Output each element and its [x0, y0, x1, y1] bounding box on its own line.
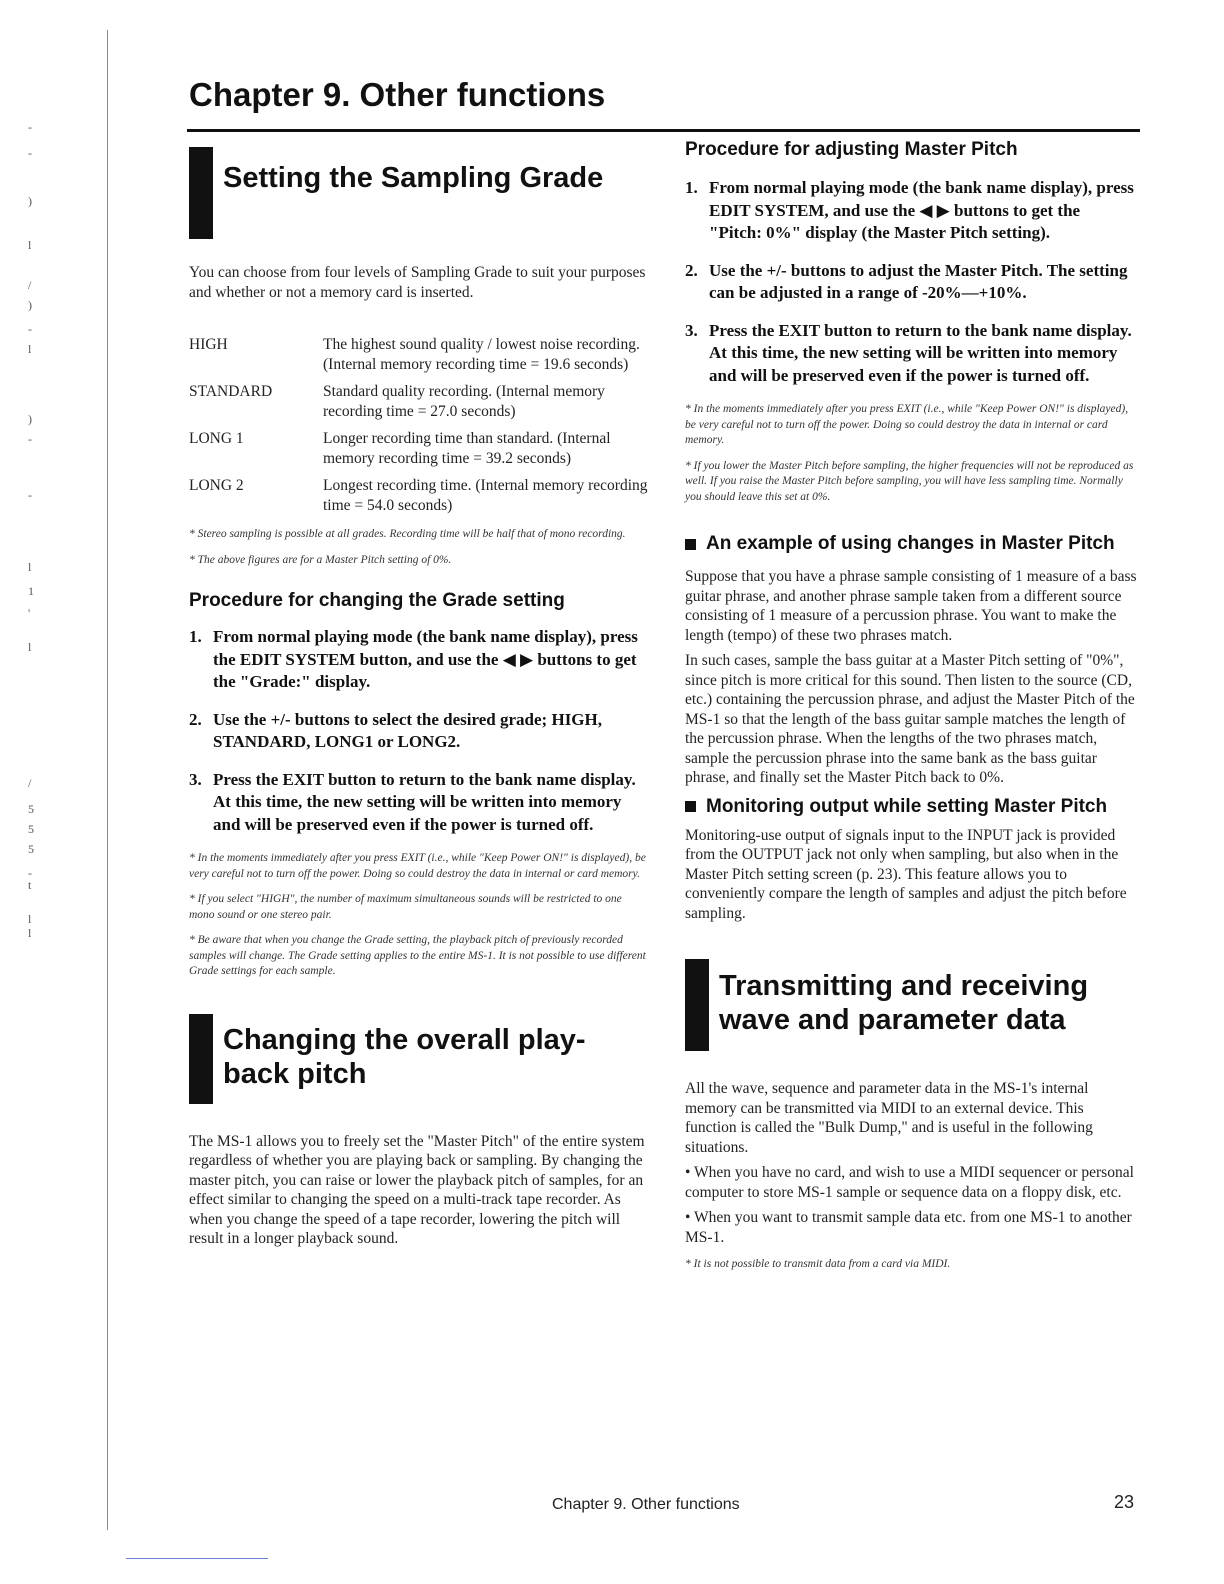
margin-mark: /: [28, 278, 32, 292]
margin-mark: 5: [28, 842, 34, 856]
margin-mark: t: [28, 878, 32, 892]
margin-mark: 1: [28, 584, 34, 598]
transmit-bullet: • When you want to transmit sample data etc. from one MS-1 to another MS-1.: [685, 1209, 1132, 1246]
playback-pitch-body: The MS-1 allows you to freely set the "Master Pitch" of the entire system regardless of whether you are playing back or sampling. By changing the master pitch, you can raise or lower the playback pitch of samples, for an effect similar to changing the speed on a multi-track tape recorder. As when you change the speed of a tape recorder, lowering the pitch will result in a longer playback sound.: [189, 1132, 645, 1247]
step-number: 3.: [189, 769, 202, 789]
grade-note: * Stereo sampling is possible at all grades. Recording time will be half that of mono recording.: [189, 528, 626, 540]
grade-note: * The above figures are for a Master Pitch setting of 0%.: [189, 553, 452, 566]
step-number: 3.: [685, 320, 698, 340]
master-pitch-notes: [685, 402, 1137, 505]
grade-step-notes: [189, 851, 649, 980]
monitor-title: Monitoring output while setting Master Pitch: [706, 795, 1108, 817]
step-text: Use the +/- buttons to select the desired grade; HIGH, STANDARD, LONG1 or LONG2.: [213, 709, 602, 751]
margin-mark: ): [28, 298, 32, 312]
transmit-bullet: • When you have no card, and wish to use a MIDI sequencer or personal computer to store MS-1 sample or sequence data on a floppy disk, etc.: [685, 1164, 1134, 1201]
title-line: Changing the overall play-: [223, 1023, 586, 1056]
margin-mark: l: [28, 342, 32, 356]
step-note: * In the moments immediately after you press EXIT (i.e., while "Keep Power ON!" is displayed), be very careful not to turn off the power. Doing so could destroy the data in internal or card memory.: [685, 403, 1129, 446]
step-number: 2.: [685, 260, 698, 280]
step-item: [685, 177, 1137, 245]
scan-edge-line: [107, 30, 108, 1530]
margin-mark: 5: [28, 822, 34, 836]
grade-steps: [189, 626, 649, 836]
grade-rows: [189, 335, 649, 523]
left-margin-marks: [22, 120, 42, 1020]
step-item: [189, 626, 649, 694]
margin-mark: -: [28, 322, 32, 336]
example-paragraph: In such cases, sample the bass guitar at a Master Pitch setting of "0%", since pitch is more critical for this sound. Then listen to the source (CD, etc.) containing the percussion phrase, and adjust the Master Pitch of the MS-1 so that the length of the bass guitar sample matches the length of the percussion phrase. When the lengths of the two phrases match, sample the percussion phrase into the same bank as the bass guitar phrase, and finally set the Master Pitch back to 0%.: [685, 652, 1135, 786]
step-text: Use the +/- buttons to adjust the Master Pitch. The setting can be adjusted in a range of -20%—+10%.: [709, 260, 1128, 302]
margin-mark: l: [28, 640, 32, 654]
sampling-grade-heading: [189, 147, 649, 239]
step-note: * If you select "HIGH", the number of maximum simultaneous sounds will be restricted to one mono sound or one stereo pair.: [189, 893, 622, 921]
section-title: [223, 1023, 586, 1091]
margin-mark: l: [28, 926, 32, 940]
title-rule: [187, 129, 1140, 132]
step-text: Press the EXIT button to return to the bank name display. At this time, the new setting will be written into memory and will be preserved even if the power is turned off.: [709, 320, 1132, 385]
monitor-body: Monitoring-use output of signals input to the INPUT jack is provided from the OUTPUT jack not only when sampling, but also when in the Master Pitch setting screen (p. 23). This feature allows you to conveniently compare the length of samples and adjust the pitch before sampling.: [685, 826, 1127, 922]
title-line: wave and parameter data: [719, 1004, 1066, 1036]
margin-mark: -: [28, 146, 32, 160]
left-column: [189, 147, 649, 1249]
playback-pitch-heading: [189, 1014, 649, 1104]
grade-description: The highest sound quality / lowest noise recording. (Internal memory recording time = 19.6 seconds): [323, 336, 640, 373]
square-bullet-icon: [685, 539, 696, 550]
step-number: 1.: [685, 178, 698, 197]
section-bar: [189, 1014, 213, 1104]
step-number: 1.: [189, 627, 202, 646]
sampling-grade-intro: You can choose from four levels of Sampling Grade to suit your purposes and whether or not a memory card is inserted.: [189, 264, 646, 301]
transmit-heading: [685, 959, 1137, 1051]
step-text: From normal playing mode (the bank name display), press EDIT SYSTEM, and use the ◀ ▶ buttons to get the "Pitch: 0%" display (the Master Pitch setting).: [709, 178, 1134, 242]
step-item: [189, 769, 649, 837]
margin-mark: -: [28, 120, 32, 134]
step-number: 2.: [189, 709, 202, 729]
master-pitch-procedure-title: Procedure for adjusting Master Pitch: [685, 139, 1018, 160]
title-line: Transmitting and receiving: [719, 970, 1089, 1002]
grade-name: LONG 2: [189, 477, 244, 494]
footer-chapter-label: Chapter 9. Other functions: [552, 1496, 740, 1513]
grade-name: HIGH: [189, 336, 228, 353]
footer-underline: [126, 1558, 268, 1559]
grade-name: STANDARD: [189, 383, 273, 400]
margin-mark: l: [28, 912, 32, 926]
margin-mark: ': [28, 606, 31, 620]
grade-row: [189, 335, 649, 382]
step-note: * Be aware that when you change the Grade setting, the playback pitch of previously recorded samples will change. The Grade setting applies to the entire MS-1. It is not possible to use different Grade settings for each sample.: [189, 934, 646, 977]
margin-mark: -: [28, 488, 32, 502]
transmit-body: All the wave, sequence and parameter data in the MS-1's internal memory can be transmitted via MIDI to an external device. This function is called the "Bulk Dump," and is useful in the following situations.: [685, 1080, 1093, 1156]
margin-mark: ): [28, 194, 32, 208]
master-pitch-steps: [685, 177, 1137, 387]
grade-description: Standard quality recording. (Internal memory recording time = 27.0 seconds): [323, 383, 605, 420]
margin-mark: -: [28, 432, 32, 446]
margin-mark: l: [28, 238, 32, 252]
square-bullet-icon: [685, 801, 696, 812]
example-paragraph: Suppose that you have a phrase sample consisting of 1 measure of a bass guitar phrase, and another phrase sample taken from a different source consisting of 1 measure of a percussion phrase. You want to make the length (tempo) of these two phrases match.: [685, 568, 1137, 644]
grade-procedure-title: Procedure for changing the Grade setting: [189, 590, 565, 611]
step-item: [189, 709, 649, 754]
step-note: * In the moments immediately after you press EXIT (i.e., while "Keep Power ON!" is displayed), be very careful not to turn off the power. Doing so could destroy the data in internal or card memory.: [189, 852, 646, 880]
grade-row: [189, 382, 649, 429]
example-heading: [685, 533, 1137, 555]
grade-notes: [189, 527, 649, 568]
section-bar: [685, 959, 709, 1051]
grade-table: [189, 335, 649, 523]
step-note: * If you lower the Master Pitch before sampling, the higher frequencies will not be reproduced as well. If you raise the Master Pitch before sampling, you will have less sampling time. Normally you should leave this set at 0%.: [685, 459, 1134, 503]
grade-name: LONG 1: [189, 430, 244, 447]
step-text: Press the EXIT button to return to the bank name display. At this time, the new setting will be written into memory and will be preserved even if the power is turned off.: [213, 769, 636, 834]
margin-mark: /: [28, 776, 32, 790]
right-column: [685, 139, 1137, 1273]
step-item: [685, 260, 1137, 305]
section-title: [719, 969, 1088, 1037]
margin-mark: ): [28, 412, 32, 426]
margin-mark: -: [28, 866, 32, 880]
monitor-heading: [685, 796, 1137, 818]
margin-mark: l: [28, 560, 32, 574]
grade-row: [189, 476, 649, 523]
transmit-note: * It is not possible to transmit data from a card via MIDI.: [685, 1258, 951, 1270]
title-line: back pitch: [223, 1057, 367, 1090]
grade-description: Longest recording time. (Internal memory recording time = 54.0 seconds): [323, 477, 648, 514]
section-bar: [189, 147, 213, 239]
grade-row: [189, 429, 649, 476]
margin-mark: 5: [28, 802, 34, 816]
step-item: [685, 320, 1137, 388]
chapter-title: Chapter 9. Other functions: [189, 76, 606, 113]
section-title: Setting the Sampling Grade: [223, 162, 604, 194]
page-number: 23: [1114, 1492, 1135, 1512]
example-title: An example of using changes in Master Pitch: [706, 533, 1115, 554]
grade-description: Longer recording time than standard. (Internal memory recording time = 39.2 seconds): [323, 430, 611, 467]
step-text: From normal playing mode (the bank name display), press the EDIT SYSTEM button, and use the ◀ ▶ buttons to get the "Grade:" display.: [213, 627, 638, 691]
